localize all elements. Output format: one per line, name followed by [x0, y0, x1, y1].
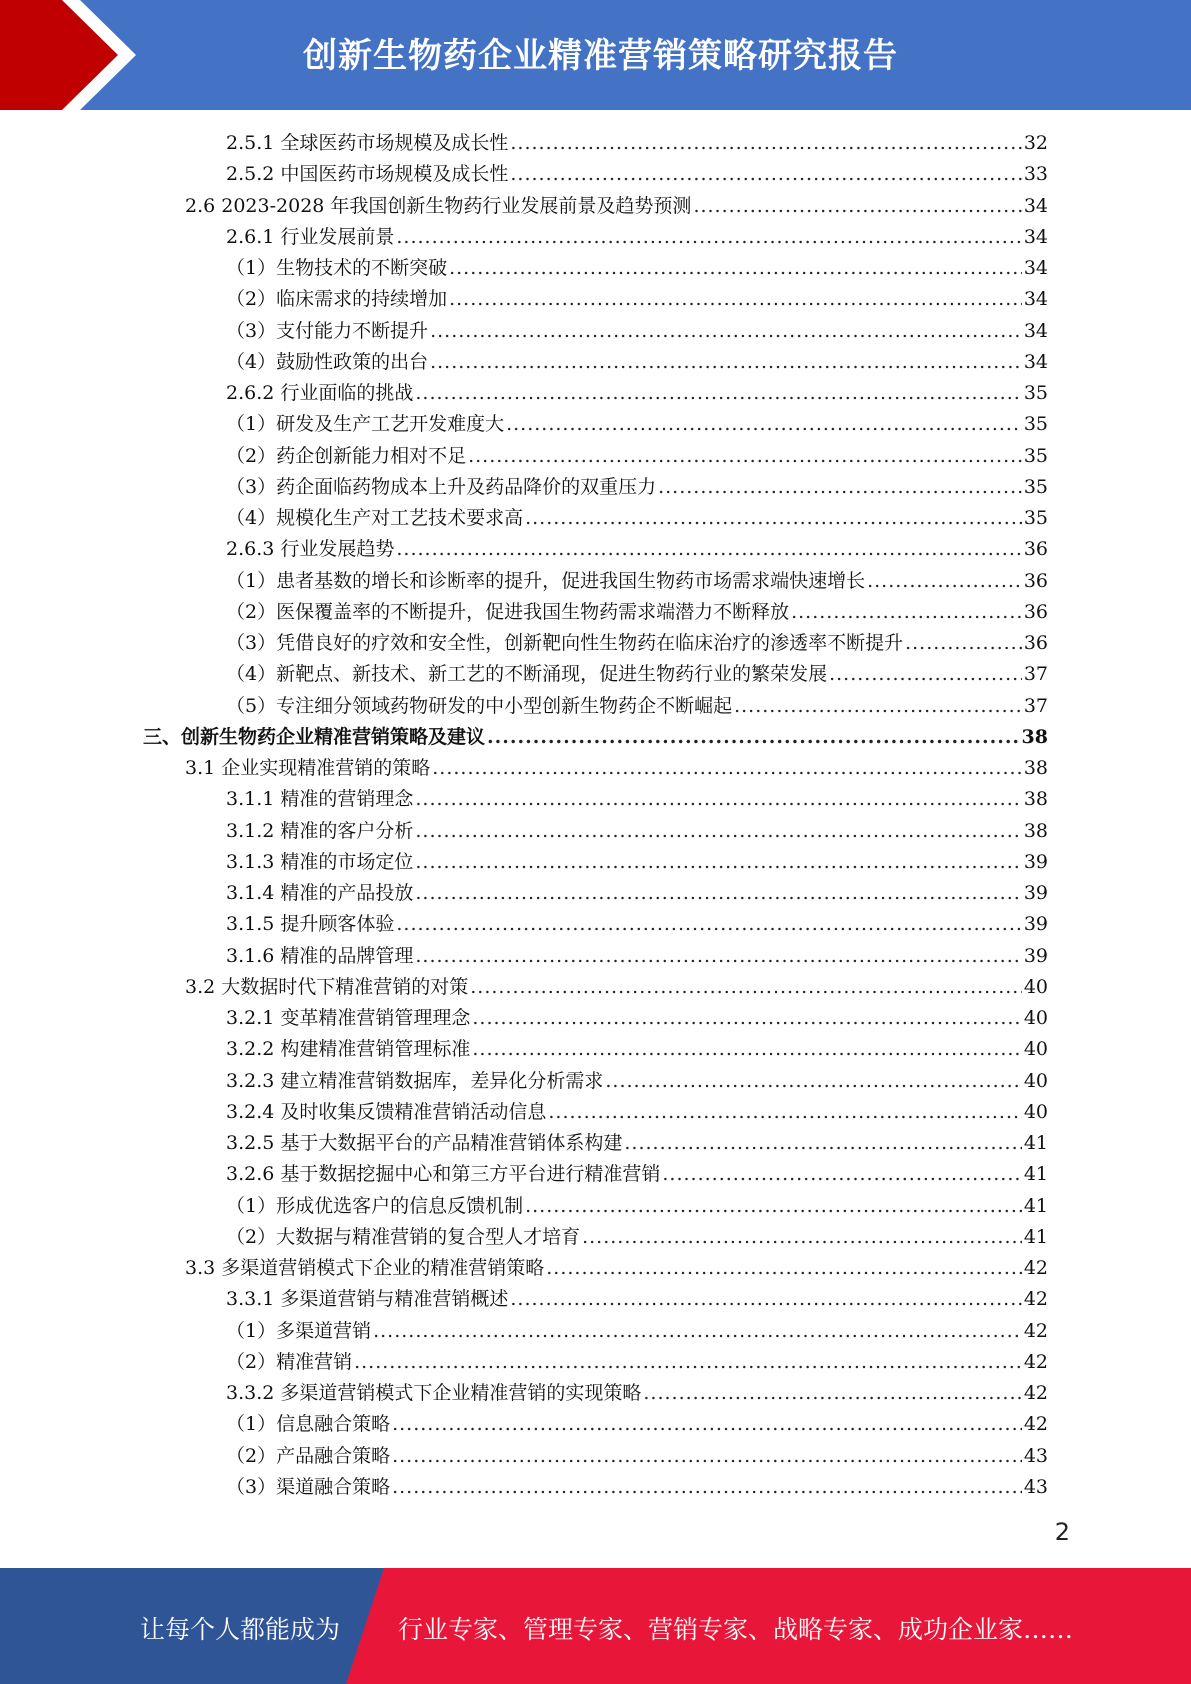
toc-entry-label: 3.1.1 精准的营销理念 [226, 788, 414, 811]
toc-entry[interactable] [226, 1159, 1048, 1190]
toc-dot-leader [662, 1159, 1021, 1190]
toc-dot-leader [396, 534, 1021, 565]
toc-entry[interactable] [226, 409, 1048, 440]
toc-dot-leader [392, 1441, 1022, 1472]
toc-dot-leader [415, 784, 1021, 815]
toc-entry-label: （5）专注细分领域药物研发的中小型创新生物药企不断崛起 [226, 694, 733, 717]
toc-dot-leader [510, 159, 1021, 190]
toc-dot-leader [415, 816, 1021, 847]
toc-entry-page: 35 [1023, 413, 1048, 436]
toc-dot-leader [487, 722, 1020, 753]
toc-entry-page: 39 [1023, 944, 1048, 967]
toc-entry-page: 35 [1023, 507, 1048, 529]
toc-entry[interactable] [226, 159, 1048, 190]
toc-entry-page: 36 [1023, 600, 1048, 623]
toc-entry-page: 37 [1023, 694, 1048, 717]
toc-entry-label: （1）信息融合策略 [226, 1413, 391, 1436]
toc-dot-leader [415, 378, 1021, 409]
toc-entry-page: 42 [1023, 1257, 1048, 1279]
toc-dot-leader [829, 659, 1022, 690]
toc-dot-leader [510, 128, 1021, 159]
toc-entry[interactable] [226, 284, 1048, 315]
toc-entry-page: 41 [1023, 1194, 1048, 1217]
toc-entry-page: 39 [1023, 882, 1048, 904]
page-header [0, 0, 1191, 110]
toc-entry-label: （4）新靶点、新技术、新工艺的不断涌现，促进生物药行业的繁荣发展 [226, 663, 828, 686]
toc-entry-page: 34 [1023, 319, 1048, 342]
page-footer [0, 1568, 1191, 1684]
toc-entry[interactable] [226, 1222, 1048, 1253]
toc-dot-leader [791, 597, 1022, 628]
toc-dot-leader [510, 1284, 1021, 1315]
toc-entry-label: （1）生物技术的不断突破 [226, 257, 448, 279]
toc-dot-leader [415, 878, 1021, 909]
toc-entry-page: 40 [1023, 1007, 1048, 1029]
toc-entry-label: 3.2.2 构建精准营销管理标准 [226, 1038, 471, 1061]
toc-entry-page: 42 [1023, 1319, 1048, 1342]
toc-entry[interactable] [226, 659, 1048, 690]
toc-dot-leader [867, 566, 1022, 597]
toc-entry[interactable] [226, 1003, 1048, 1034]
toc-dot-leader [693, 191, 1021, 222]
toc-entry[interactable] [226, 1066, 1048, 1097]
toc-dot-leader [582, 1222, 1022, 1253]
toc-entry-label: （4）鼓励性政策的出台 [226, 350, 429, 373]
footer-slogan-right: 行业专家、管理专家、营销专家、战略专家、成功企业家…… [398, 1615, 1074, 1644]
toc-dot-leader [472, 1034, 1021, 1065]
toc-entry[interactable] [226, 1472, 1048, 1503]
toc-entry-label: 2.6.2 行业面临的挑战 [226, 382, 414, 404]
toc-entry[interactable] [185, 191, 1048, 222]
toc-entry[interactable] [226, 1034, 1048, 1065]
toc-entry-page: 34 [1023, 288, 1048, 311]
toc-entry[interactable] [226, 347, 1048, 378]
toc-entry-page: 41 [1023, 1132, 1048, 1154]
toc-entry-label: 2.5.2 中国医药市场规模及成长性 [226, 163, 509, 186]
toc-entry-label: 3.2 大数据时代下精准营销的对策 [185, 975, 469, 998]
toc-entry-page: 37 [1023, 663, 1048, 686]
toc-entry[interactable] [226, 222, 1048, 253]
toc-entry-label: （3）支付能力不断提升 [226, 319, 429, 342]
toc-entry[interactable] [226, 909, 1048, 940]
toc-dot-leader [415, 941, 1021, 972]
toc-dot-leader [643, 1378, 1021, 1409]
toc-entry-label: （3）渠道融合策略 [226, 1475, 391, 1498]
toc-dot-leader [734, 691, 1022, 722]
toc-entry-label: 3.3.2 多渠道营销模式下企业精准营销的实现策略 [226, 1382, 642, 1404]
header-arrow-decoration [0, 0, 160, 110]
toc-entry[interactable] [226, 378, 1048, 409]
toc-entry[interactable] [226, 816, 1048, 847]
toc-entry-page: 34 [1023, 225, 1048, 248]
toc-entry[interactable] [226, 1378, 1048, 1409]
toc-dot-leader [354, 1347, 1022, 1378]
toc-entry-page: 40 [1023, 1069, 1048, 1092]
toc-entry[interactable] [226, 1191, 1048, 1222]
toc-entry-page: 36 [1023, 569, 1048, 592]
toc-entry-page: 42 [1023, 1350, 1048, 1373]
toc-entry-label: （2）医保覆盖率的不断提升，促进我国生物药需求端潜力不断释放 [226, 600, 790, 623]
toc-entry-label: （2）大数据与精准营销的复合型人才培育 [226, 1225, 581, 1248]
toc-entry-page: 40 [1023, 975, 1048, 998]
toc-entry-page: 36 [1023, 632, 1048, 654]
toc-dot-leader [430, 347, 1022, 378]
toc-entry[interactable] [226, 1284, 1048, 1315]
toc-entry[interactable] [226, 784, 1048, 815]
toc-entry-page: 34 [1023, 257, 1048, 279]
toc-entry-label: 2.6.3 行业发展趋势 [226, 538, 395, 561]
toc-entry-page: 35 [1023, 382, 1048, 404]
toc-entry-label: （1）多渠道营销 [226, 1319, 372, 1342]
toc-dot-leader [525, 1191, 1022, 1222]
toc-entry-page: 43 [1023, 1444, 1048, 1467]
toc-entry[interactable] [185, 753, 1048, 784]
toc-entry-page: 40 [1023, 1100, 1048, 1123]
toc-entry-label: 3.3.1 多渠道营销与精准营销概述 [226, 1288, 509, 1311]
toc-entry-page: 39 [1023, 850, 1048, 873]
toc-entry-label: （2）药企创新能力相对不足 [226, 444, 467, 467]
toc-dot-leader [470, 972, 1022, 1003]
toc-entry-page: 38 [1021, 725, 1048, 748]
toc-entry-page: 43 [1023, 1475, 1048, 1498]
toc-entry[interactable] [226, 503, 1048, 534]
toc-entry-label: 3.1.6 精准的品牌管理 [226, 944, 414, 967]
toc-entry[interactable] [226, 472, 1048, 503]
toc-entry-page: 38 [1023, 757, 1048, 779]
toc-entry[interactable] [226, 628, 1048, 659]
toc-entry-label: （1）患者基数的增长和诊断率的提升，促进我国生物药市场需求端快速增长 [226, 569, 866, 592]
footer-slogan-left: 让每个人都能成为 [140, 1615, 341, 1644]
toc-entry-label: 3.1.5 提升顾客体验 [226, 913, 395, 936]
toc-entry-label: 3.2.6 基于数据挖掘中心和第三方平台进行精准营销 [226, 1163, 661, 1186]
toc-entry-page: 38 [1023, 788, 1048, 811]
toc-dot-leader [525, 503, 1022, 534]
toc-entry-page: 38 [1023, 819, 1048, 842]
toc-entry[interactable] [226, 128, 1048, 159]
toc-entry-label: （4）规模化生产对工艺技术要求高 [226, 507, 524, 529]
toc-entry-label: 2.5.1 全球医药市场规模及成长性 [226, 132, 509, 154]
toc-entry[interactable] [226, 441, 1048, 472]
toc-dot-leader [624, 1128, 1021, 1159]
toc-entry[interactable] [226, 1097, 1048, 1128]
page-number: 2 [1054, 1518, 1070, 1546]
toc-dot-leader [373, 1316, 1022, 1347]
toc-entry-label: 3.2.5 基于大数据平台的产品精准营销体系构建 [226, 1132, 623, 1154]
toc-entry-label: 2.6 2023-2028 年我国创新生物药行业发展前景及趋势预测 [185, 194, 692, 217]
toc-entry-label: 3.2.4 及时收集反馈精准营销活动信息 [226, 1100, 547, 1123]
toc-entry-label: （2）临床需求的持续增加 [226, 288, 448, 311]
toc-entry-label: （2）精准营销 [226, 1350, 353, 1373]
toc-dot-leader [432, 753, 1022, 784]
toc-dot-leader [905, 628, 1022, 659]
document-title: 创新生物药企业精准营销策略研究报告 [303, 36, 898, 76]
toc-entry[interactable] [226, 316, 1048, 347]
toc-entry[interactable] [226, 1128, 1048, 1159]
toc-entry-label: （2）产品融合策略 [226, 1444, 391, 1467]
toc-dot-leader [658, 472, 1022, 503]
toc-dot-leader [506, 409, 1022, 440]
toc-entry-label: 三、创新生物药企业精准营销策略及建议 [143, 725, 486, 748]
toc-entry-page: 42 [1023, 1288, 1048, 1311]
toc-entry[interactable] [185, 1253, 1048, 1284]
toc-dot-leader [392, 1409, 1022, 1440]
toc-entry-page: 34 [1023, 194, 1048, 217]
toc-entry-label: 3.1.2 精准的客户分析 [226, 819, 414, 842]
toc-entry-page: 42 [1023, 1382, 1048, 1404]
toc-dot-leader [430, 316, 1022, 347]
toc-entry-label: 3.1.4 精准的产品投放 [226, 882, 414, 904]
toc-dot-leader [472, 1003, 1021, 1034]
toc-entry-page: 32 [1023, 132, 1048, 154]
toc-entry-page: 40 [1023, 1038, 1048, 1061]
toc-entry[interactable] [226, 941, 1048, 972]
toc-dot-leader [396, 909, 1021, 940]
toc-entry-page: 41 [1023, 1225, 1048, 1248]
toc-entry-label: （1）形成优选客户的信息反馈机制 [226, 1194, 524, 1217]
toc-entry-label: （1）研发及生产工艺开发难度大 [226, 413, 505, 436]
toc-entry-label: 3.1.3 精准的市场定位 [226, 850, 414, 873]
toc-entry-label: 2.6.1 行业发展前景 [226, 225, 395, 248]
toc-dot-leader [548, 1097, 1021, 1128]
toc-dot-leader [415, 847, 1021, 878]
toc-dot-leader [546, 1253, 1022, 1284]
toc-entry[interactable] [226, 534, 1048, 565]
toc-entry-label: 3.2.3 建立精准营销数据库，差异化分析需求 [226, 1069, 604, 1092]
toc-entry[interactable] [226, 597, 1048, 628]
toc-dot-leader [449, 284, 1022, 315]
toc-entry[interactable] [226, 847, 1048, 878]
toc-entry-label: 3.1 企业实现精准营销的策略 [185, 757, 431, 779]
toc-entry-label: 3.2.1 变革精准营销管理理念 [226, 1007, 471, 1029]
toc-entry[interactable] [226, 1316, 1048, 1347]
toc-entry-label: （3）凭借良好的疗效和安全性，创新靶向性生物药在临床治疗的渗透率不断提升 [226, 632, 904, 654]
toc-dot-leader [396, 222, 1021, 253]
toc-entry-page: 35 [1023, 444, 1048, 467]
toc-entry-label: （3）药企面临药物成本上升及药品降价的双重压力 [226, 475, 657, 498]
toc-dot-leader [468, 441, 1022, 472]
toc-entry[interactable] [226, 1409, 1048, 1440]
toc-entry[interactable] [226, 1347, 1048, 1378]
toc-entry-page: 39 [1023, 913, 1048, 936]
toc-dot-leader [449, 253, 1022, 284]
toc-dot-leader [605, 1066, 1021, 1097]
toc-entry-page: 42 [1023, 1413, 1048, 1436]
toc-entry[interactable] [226, 253, 1048, 284]
toc-entry-page: 33 [1023, 163, 1048, 186]
toc-entry-page: 34 [1023, 350, 1048, 373]
toc-entry[interactable] [143, 722, 1048, 753]
toc-entry[interactable] [185, 972, 1048, 1003]
toc-entry-page: 41 [1023, 1163, 1048, 1186]
toc-entry[interactable] [226, 878, 1048, 909]
toc-entry-page: 35 [1023, 475, 1048, 498]
toc-entry[interactable] [226, 1441, 1048, 1472]
toc-entry-label: 3.3 多渠道营销模式下企业的精准营销策略 [185, 1257, 545, 1279]
toc-entry[interactable] [226, 691, 1048, 722]
toc-entry[interactable] [226, 566, 1048, 597]
toc-dot-leader [392, 1472, 1022, 1503]
toc-entry-page: 36 [1023, 538, 1048, 561]
